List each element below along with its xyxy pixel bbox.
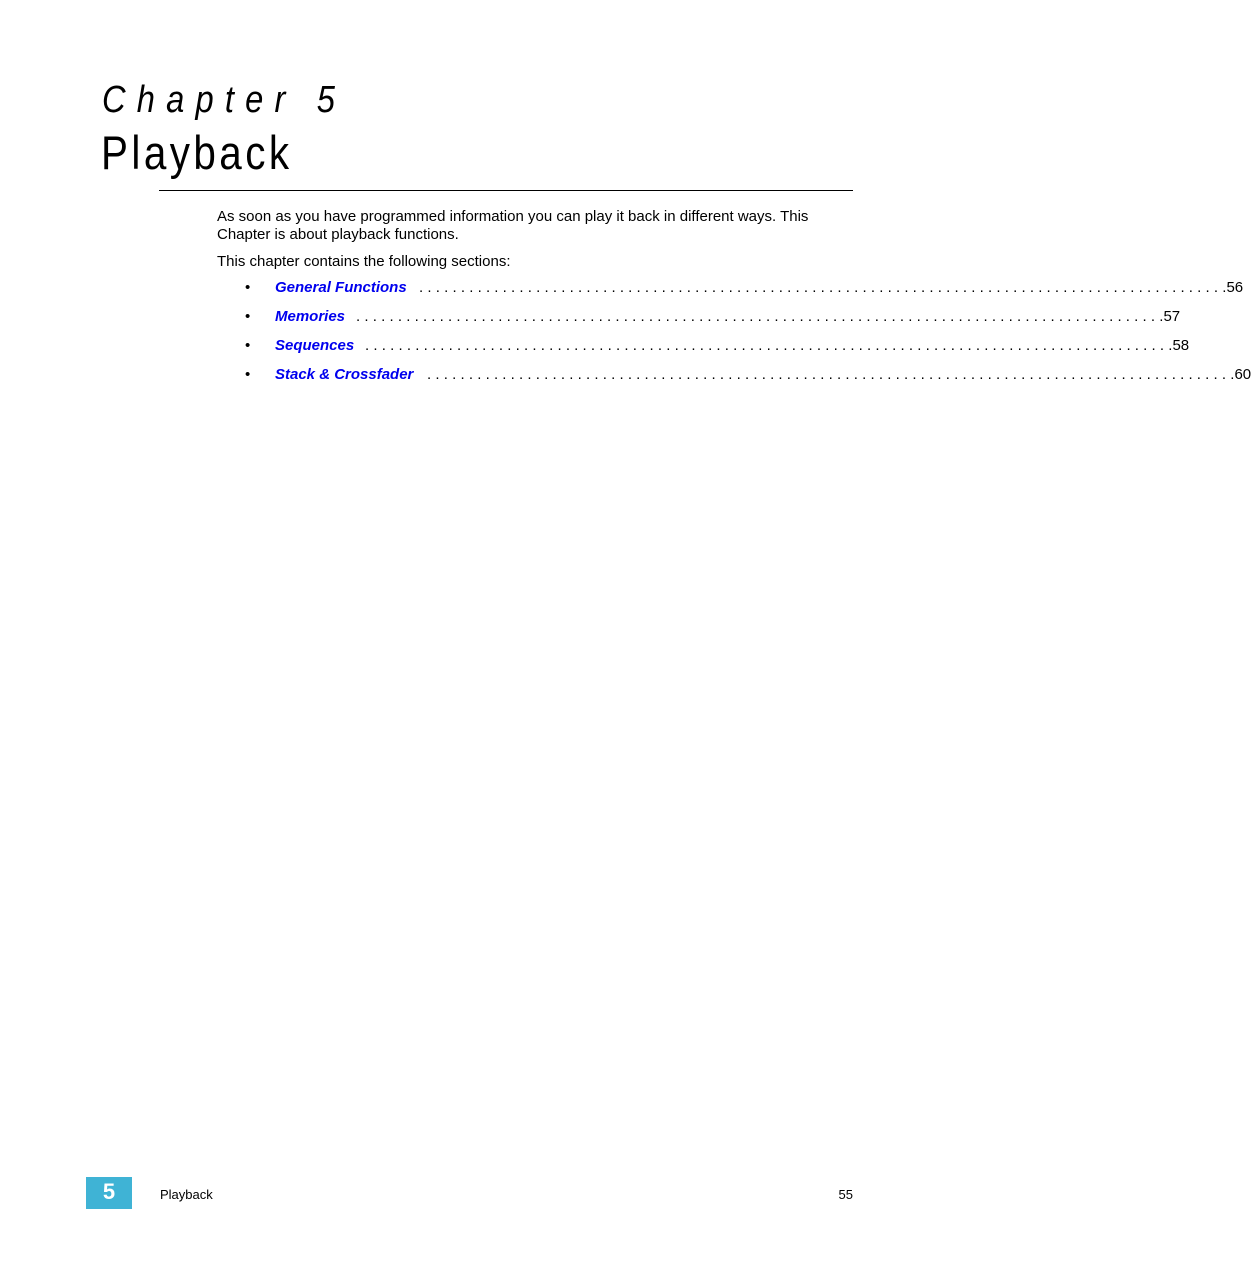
toc-leader <box>356 308 1181 326</box>
toc-leader <box>365 337 1190 355</box>
page-title: Playback <box>101 126 293 179</box>
page-number: 55 <box>838 1187 853 1202</box>
toc-leader <box>419 279 1244 297</box>
footer-title: Playback <box>160 1187 213 1202</box>
toc-link-sequences[interactable]: Sequences <box>275 337 355 354</box>
title-divider <box>159 190 853 191</box>
bullet-icon: • <box>245 279 251 296</box>
intro-paragraph: As soon as you have programmed information you can play it back in different ways. This Chapter is about playback functions. <box>217 208 809 243</box>
chapter-number-tab: 5 <box>86 1177 132 1209</box>
dot-leader: ................................................................................................ <box>427 366 1231 383</box>
toc-item-sequences <box>245 337 1190 366</box>
bullet-icon: • <box>245 366 251 383</box>
dot-leader: ................................................................................................ <box>419 279 1223 296</box>
toc-page-number: .60 <box>1230 366 1251 383</box>
toc-leader <box>427 366 1251 384</box>
toc-link-general-functions[interactable]: General Functions <box>275 279 407 296</box>
chapter-label: Chapter 5 <box>102 79 347 121</box>
bullet-icon: • <box>245 308 251 325</box>
toc-item-memories <box>245 308 1181 337</box>
toc-page-number: .56 <box>1222 279 1244 296</box>
toc-link-memories[interactable]: Memories <box>275 308 346 325</box>
toc-link-stack-crossfader[interactable]: Stack & Crossfader <box>275 366 414 383</box>
bullet-icon: • <box>245 337 251 354</box>
dot-leader: ................................................................................................ <box>356 308 1160 325</box>
toc-item-general-functions <box>245 279 1244 308</box>
table-of-contents <box>245 279 1251 395</box>
sections-intro: This chapter contains the following sections: <box>217 253 511 270</box>
dot-leader: ................................................................................................ <box>365 337 1169 354</box>
toc-page-number: .58 <box>1168 337 1190 354</box>
toc-page-number: .57 <box>1159 308 1181 325</box>
toc-item-stack-crossfader <box>245 366 1251 395</box>
